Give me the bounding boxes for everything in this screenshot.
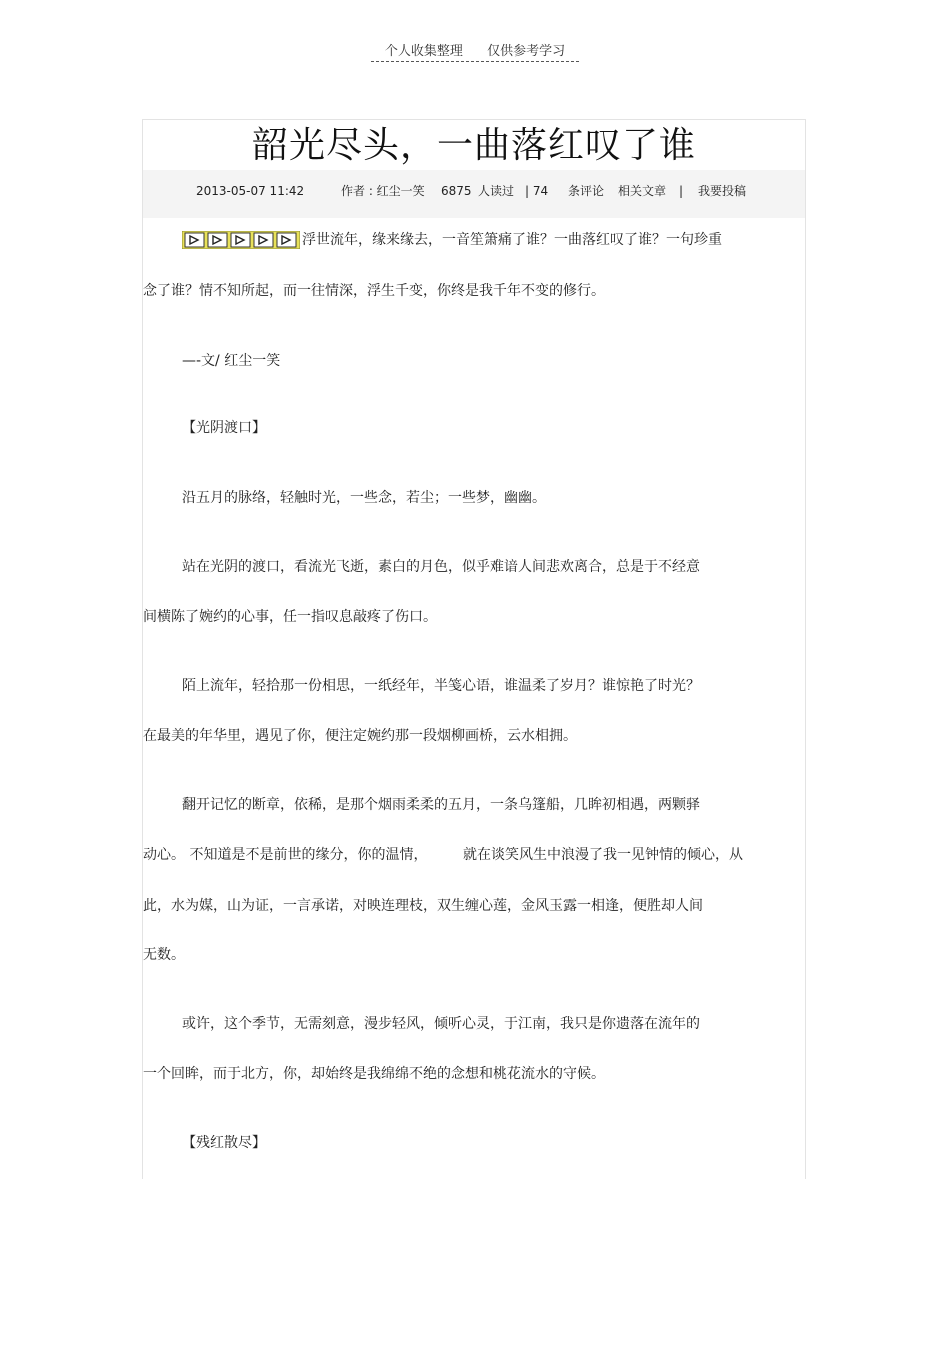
- paragraph-line: 一个回眸，而于北方，你，却始终是我绵绵不绝的念想和桃花流水的守候。: [143, 1066, 605, 1082]
- section-heading: 【残红散尽】: [182, 1135, 266, 1151]
- related-articles-link[interactable]: 相关文章: [618, 184, 667, 198]
- paragraph-line: 陌上流年，轻拾那一份相思，一纸经年，半笺心语，谁温柔了岁月？谁惊艳了时光？: [182, 678, 700, 694]
- page-header-left: 个人收集整理: [384, 44, 463, 59]
- comments-link[interactable]: 条评论: [568, 184, 605, 198]
- paragraph-line: 此，水为媒，山为证，一言承诺，对映连理枝，双生缠心莲，金风玉露一相逢，便胜却人间: [143, 898, 703, 914]
- section-heading: 【光阴渡口】: [182, 420, 266, 436]
- page-header-underline: [371, 40, 579, 62]
- paragraph-text: 浮世流年，缘来缘去，一音笙箫痛了谁？一曲落红叹了谁？一句珍重: [302, 232, 722, 248]
- page-header-right: 仅供参考学习: [487, 44, 566, 59]
- paragraph-line: 无数。: [143, 947, 185, 963]
- paragraph-line: 站在光阴的渡口，看流光飞逝，素白的月色，似乎难谙人间悲欢离合，总是于不经意: [182, 559, 700, 575]
- paragraph-line: 间横陈了婉约的心事，任一指叹息敲疼了伤口。: [143, 609, 437, 625]
- paragraph-line: [182, 230, 722, 250]
- reads-label: 人读过: [478, 184, 515, 198]
- article-panel: [142, 119, 806, 1179]
- submit-article-link[interactable]: 我要投稿: [698, 184, 747, 198]
- meta-separator: |: [679, 184, 684, 198]
- article-meta-bar: [143, 170, 805, 218]
- page-header: [0, 40, 950, 62]
- paragraph-line: 动心。 不知道是不是前世的缘分，你的温情， 就在谈笑风生中浪漫了我一见钟情的倾心，从: [143, 847, 744, 863]
- reads-count: 6875: [441, 184, 472, 198]
- author-info: 作者 : 红尘一笑: [341, 184, 425, 198]
- paragraph-line: 或许，这个季节，无需刻意，漫步轻风，倾听心灵，于江南，我只是你遗落在流年的: [182, 1016, 700, 1032]
- article-title: 韶光尽头，一曲落红叹了谁: [251, 125, 696, 166]
- byline: —-文/ 红尘一笑: [182, 353, 281, 369]
- paragraph-line: 翻开记忆的断章，依稀，是那个烟雨柔柔的五月，一条乌篷船，几眸初相遇，两颗驿: [182, 797, 700, 813]
- comments-count: | 74: [525, 184, 549, 198]
- paragraph-line: 在最美的年华里，遇见了你，便注定婉约那一段烟柳画桥，云水相拥。: [143, 728, 577, 744]
- star-rating-svg: [182, 231, 300, 249]
- publish-date: 2013-05-07 11:42: [196, 184, 305, 198]
- paragraph-line: 沿五月的脉络，轻触时光，一些念，若尘；一些梦，幽幽。: [182, 490, 546, 506]
- star-rating-icon: [182, 231, 300, 249]
- paragraph-line: 念了谁？情不知所起，而一往情深，浮生千变，你终是我千年不变的修行。: [143, 283, 605, 299]
